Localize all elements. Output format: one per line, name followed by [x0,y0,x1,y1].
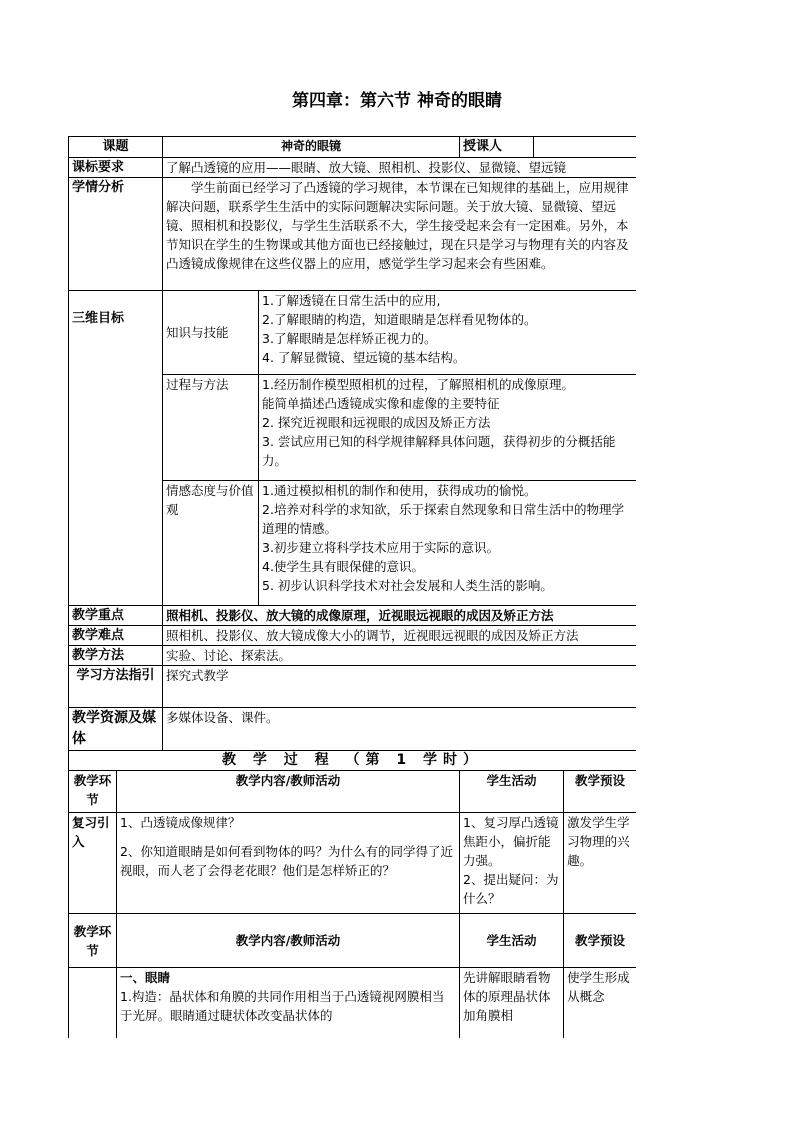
process-goal-list [259,375,636,481]
emotion-goal-item: 2.培养对科学的求知欲，乐于探索自然现象和日常生活中的物理学道理的情感。 [262,502,624,536]
stage-header-2: 教学环节 [69,914,117,968]
analysis-label: 学情分析 [69,178,163,291]
emotion-goal-item: 4.使学生具有眼保健的意识。 [262,559,424,574]
emotion-goal-item: 1.通过模拟相机的制作和使用，获得成功的愉悦。 [262,483,537,498]
review-student [460,813,564,914]
standard-value: 了解凸透镜的应用——眼睛、放大镜、照相机、投影仪、显微镜、望远镜 [163,158,636,178]
review-purpose: 激发学生学习物理的兴趣。 [564,813,636,914]
emotion-goal-label: 情感态度与价值观 [163,481,259,606]
process-section-title: 教 学 过 程 （第 1 学时） [69,751,637,771]
knowledge-item: 2.了解眼睛的构造，知道眼睛是怎样看见物体的。 [262,312,537,327]
resource-label: 教学资源及媒体 [69,708,163,751]
topic-value: 神奇的眼镜 [163,137,460,158]
student-header-2: 学生活动 [460,914,564,968]
eye-purpose: 使学生形成从概念 [564,968,636,1039]
purpose-header: 教学预设 [564,771,636,813]
eye-stage [69,968,117,1039]
student-header: 学生活动 [460,771,564,813]
key-point-value: 照相机、投影仪、放大镜的成像原理，近视眼远视眼的成因及矫正方法 [163,606,636,626]
eye-content [117,968,460,1039]
eye-heading: 一、眼睛 [120,970,171,985]
review-stage: 复习引入 [69,813,117,914]
knowledge-item: 1.了解透镜在日常生活中的应用, [262,293,441,308]
teacher-value [534,137,636,158]
topic-label: 课题 [69,137,163,158]
lesson-plan-frame [68,136,636,1038]
knowledge-item: 3.了解眼睛是怎样矫正视力的。 [262,331,437,346]
review-student-item: 2、提出疑问：为什么？ [463,872,559,906]
analysis-value: 学生前面已经学习了凸透镜的学习规律，本节课在已知规律的基础上，应用规律解决问题，联系学生生活中的实际问题解决实际问题。关于放大镜、显微镜、望远镜、照相机和投影仪，与学生生活联系不大，学生接受起来会有一定困难。另外，本节知识在学生的生物课或其他方面也已经接触过，现在只是学习与物理有关的内容及凸透镜成像规律在这些仪器上的应用，感觉学生学习起来会有些困难。 [163,178,636,291]
content-header: 教学内容/教师活动 [117,771,460,813]
stage-header: 教学环节 [69,771,117,813]
knowledge-list [259,291,636,375]
content-header-2: 教学内容/教师活动 [117,914,460,968]
method-value: 实验、讨论、探索法。 [163,646,636,666]
purpose-header-2: 教学预设 [564,914,636,968]
process-goal-item: 3. 尝试应用已知的科学规律解释具体问题，获得初步的分概括能力。 [262,434,616,468]
review-question: 1、凸透镜成像规律？ [120,815,241,830]
eye-text: 1.构造：晶状体和角膜的共同作用相当于凸透镜视网膜相当于光屏。眼睛通过睫状体改变晶状体的 [120,989,445,1023]
knowledge-label: 知识与技能 [163,291,259,375]
spacer [120,832,456,842]
emotion-goal-item: 3.初步建立将科学技术应用于实际的意识。 [262,540,499,555]
guide-label: 学习方法指引 [69,666,163,708]
emotion-goal-list [259,481,636,606]
standard-label: 课标要求 [69,158,163,178]
process-goal-item: 能简单描述凸透镜成实像和虚像的主要特征 [262,396,500,411]
goals-label: 三维目标 [69,291,163,606]
lesson-plan-table [68,136,636,1038]
process-goal-item: 2. 探究近视眼和远视眼的成因及矫正方法 [262,415,491,430]
guide-value: 探究式教学 [163,666,636,708]
key-point-label: 教学重点 [69,606,163,626]
process-goal-label: 过程与方法 [163,375,259,481]
review-student-item: 1、复习厚凸透镜焦距小，偏折能力强。 [463,815,559,868]
knowledge-item: 4. 了解显微镜、望远镜的基本结构。 [262,350,466,365]
difficulty-label: 教学难点 [69,626,163,646]
review-question: 2、你知道眼睛是如何看到物体的吗？为什么有的同学得了近视眼，而人老了会得老花眼？他们是怎样矫正的？ [120,844,453,878]
page-title: 第四章：第六节 神奇的眼睛 [292,91,502,111]
resource-value: 多媒体设备、课件。 [163,708,636,751]
process-goal-item: 1.经历制作模型照相机的过程，了解照相机的成像原理。 [262,377,574,392]
teacher-label: 授课人 [460,137,534,158]
review-content [117,813,460,914]
eye-student: 先讲解眼睛看物体的原理晶状体加角膜相 [460,968,564,1039]
method-label: 教学方法 [69,646,163,666]
difficulty-value: 照相机、投影仪、放大镜成像大小的调节，近视眼远视眼的成因及矫正方法 [163,626,636,646]
emotion-goal-item: 5. 初步认识科学技术对社会发展和人类生活的影响。 [262,578,553,593]
